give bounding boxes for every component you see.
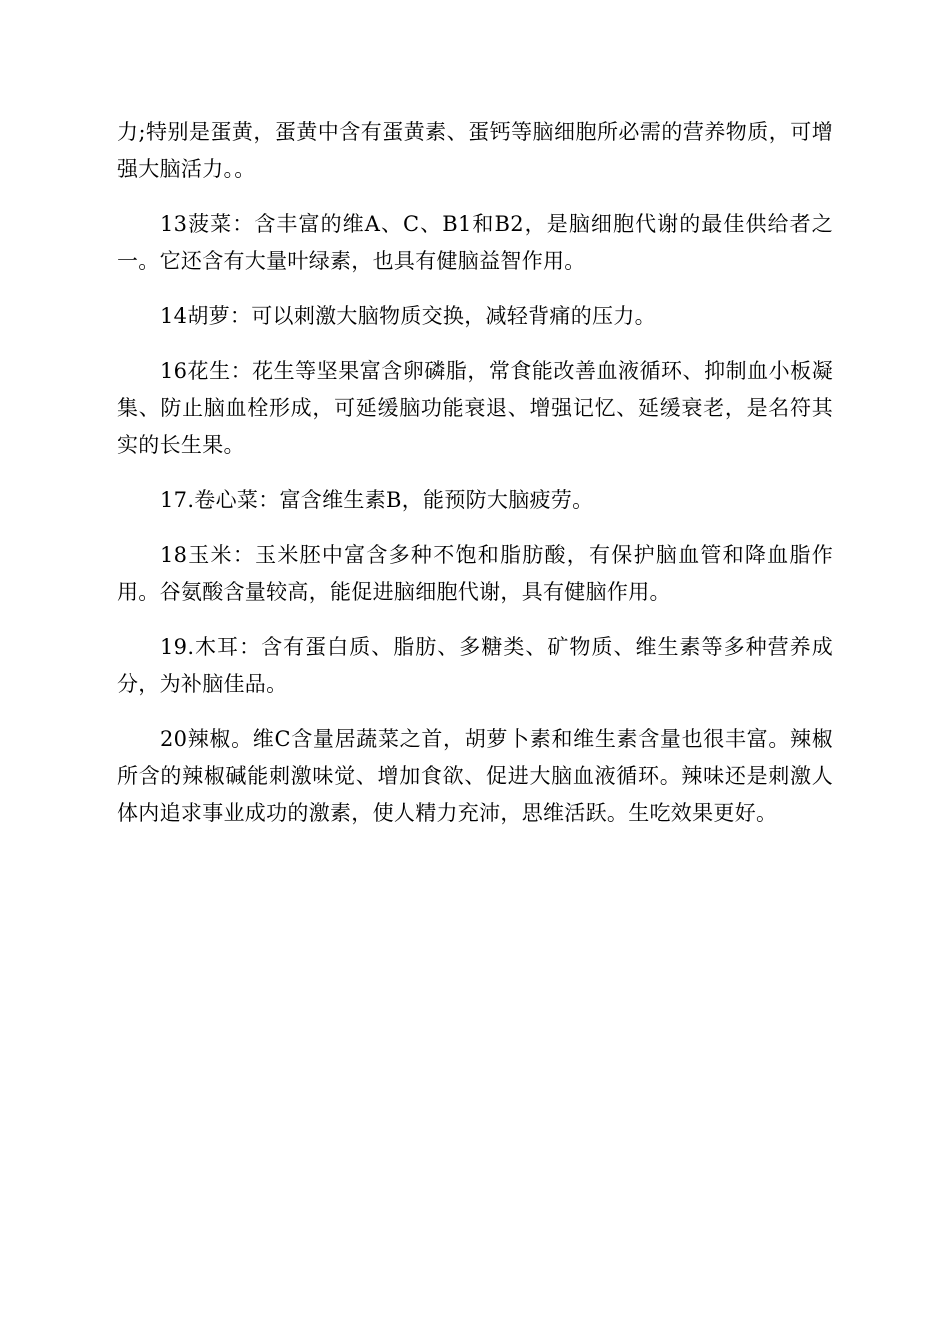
paragraph-egg-continuation: 力;特别是蛋黄，蛋黄中含有蛋黄素、蛋钙等脑细胞所必需的营养物质，可增强大脑活力。。 [117,120,833,181]
paragraph-carrot: 14胡萝：可以刺激大脑物质交换，减轻背痛的压力。 [160,304,656,328]
paragraph-spinach: 13菠菜：含丰富的维A、C、B1和B2，是脑细胞代谢的最佳供给者之一。它还含有大量叶绿素，也具有健脑益智作用。 [117,212,833,273]
paragraph-peanut: 16花生：花生等坚果富含卵磷脂，常食能改善血液循环、抑制血小板凝集、防止脑血栓形成，可延缓脑功能衰退、增强记忆、延缓衰老，是名符其实的长生果。 [117,359,833,457]
paragraph-wood-ear: 19.木耳：含有蛋白质、脂肪、多糖类、矿物质、维生素等多种营养成分，为补脑佳品。 [117,635,833,696]
paragraph-cabbage: 17.卷心菜：富含维生素B，能预防大脑疲劳。 [160,488,594,512]
paragraph-chili: 20辣椒。维C含量居蔬菜之首，胡萝卜素和维生素含量也很丰富。辣椒所含的辣椒碱能刺激味觉、增加食欲、促进大脑血液循环。辣味还是刺激人体内追求事业成功的激素，使人精力充沛，思维活跃。生吃效果更好。 [117,727,833,825]
paragraph-corn: 18玉米：玉米胚中富含多种不饱和脂肪酸，有保护脑血管和降血脂作用。谷氨酸含量较高，能促进脑细胞代谢，具有健脑作用。 [117,543,833,604]
document-body [117,114,833,850]
